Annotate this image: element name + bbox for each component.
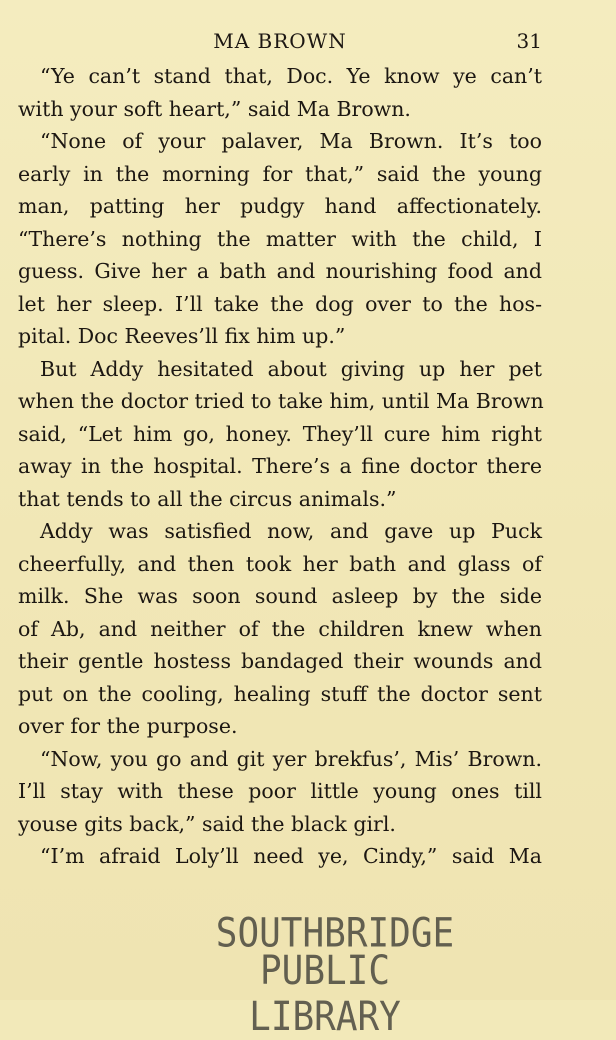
text-line: “Ye can’t stand that, Doc. Ye know ye can’t (40, 64, 542, 88)
text-line: over for the purpose. (18, 714, 238, 738)
text-line: when the doctor tried to take him, until Ma Brown (18, 389, 544, 413)
text-line: But Addy hesitated about giving up her pet (40, 356, 542, 381)
text-line: away in the hospital. There’s a fine doctor there (18, 454, 542, 478)
text-line: that tends to all the circus animals.” (18, 486, 397, 511)
running-title: MA BROWN (213, 29, 347, 53)
text-line: “Now, you go and git yer brekfus’, Mis’ Brown. (40, 746, 542, 771)
text-line: guess. Give her a bath and nourishing food and (18, 259, 542, 283)
text-line: milk. She was soon sound asleep by the side (18, 584, 542, 608)
library-stamp (170, 905, 460, 1040)
text-line: man, patting her pudgy hand affectionately. (18, 194, 542, 218)
stamp-line-2: PUBLIC LIBRARY (249, 948, 401, 1040)
text-line: pital. Doc Reeves’ll fix him up.” (18, 324, 346, 348)
text-line: cheerfully, and then took her bath and glass of (18, 551, 542, 576)
text-line: “I’m afraid Loly’ll need ye, Cindy,” said Ma (40, 844, 542, 868)
text-line: put on the cooling, healing stuff the doctor sent (18, 681, 542, 706)
body-text (18, 60, 542, 873)
text-line: I’ll stay with these poor little young ones till (18, 779, 542, 803)
text-line: “None of your palaver, Ma Brown. It’s too (40, 129, 542, 153)
text-line: of Ab, and neither of the children knew when (18, 616, 542, 641)
text-line: early in the morning for that,” said the young (18, 161, 542, 186)
text-line: Addy was satisfied now, and gave up Puck (40, 519, 542, 543)
text-line: youse gits back,” said the black girl. (18, 811, 396, 836)
page-header (18, 26, 542, 60)
text-line: “There’s nothing the matter with the child, I (18, 226, 542, 251)
text-line: their gentle hostess bandaged their wounds and (18, 649, 542, 673)
text-line: said, “Let him go, honey. They’ll cure him right (18, 421, 542, 446)
page-number: 31 (516, 29, 542, 53)
text-line: with your soft heart,” said Ma Brown. (18, 96, 411, 121)
stamp-line-1: SOUTHBRIDGE (215, 910, 455, 957)
text-line: let her sleep. I’ll take the dog over to the hos- (18, 291, 542, 316)
